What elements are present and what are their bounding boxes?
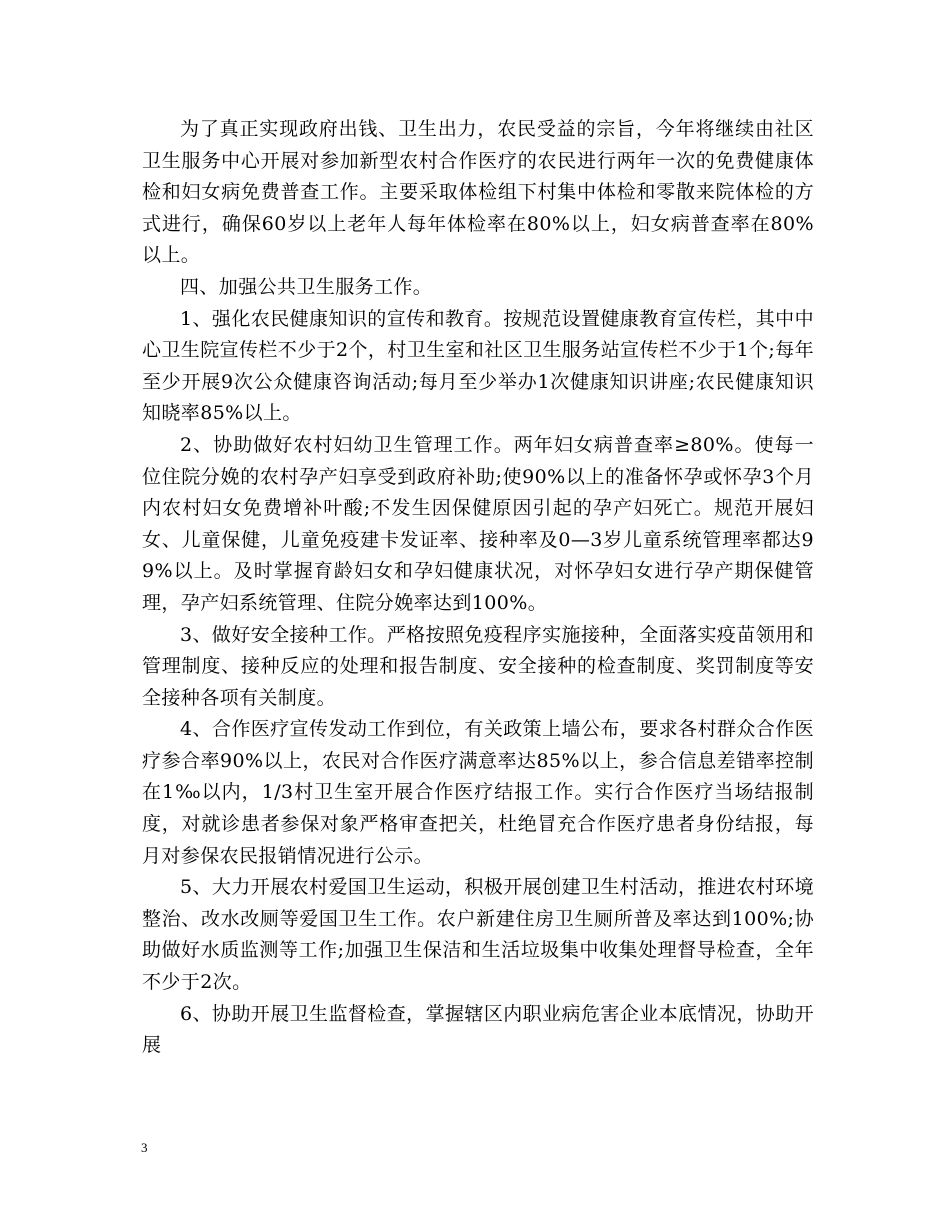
document-body: [142, 114, 814, 1062]
paragraph-item-1: 1、强化农民健康知识的宣传和教育。按规范设置健康教育宣传栏，其中中心卫生院宣传栏不少于2个，村卫生室和社区卫生服务站宣传栏不少于1个;每年至少开展9次公众健康咨询活动;每月至少举办1次健康知识讲座;农民健康知识知晓率85%以上。: [142, 307, 814, 425]
paragraph-item-6: 6、协助开展卫生监督检查，掌握辖区内职业病危害企业本底情况，协助开展: [142, 1002, 814, 1057]
paragraph-item-5: 5、大力开展农村爱国卫生运动，积极开展创建卫生村活动，推进农村环境整治、改水改厕等爱国卫生工作。农户新建住房卫生厕所普及率达到100%;协助做好水质监测等工作;加强卫生保洁和生活垃圾集中收集处理督导检查，全年不少于2次。: [142, 876, 814, 994]
paragraph-item-2: 2、协助做好农村妇幼卫生管理工作。两年妇女病普查率≥80%。使每一位住院分娩的农村孕产妇享受到政府补助;使90%以上的准备怀孕或怀孕3个月内农村妇女免费增补叶酸;不发生因保健原因引起的孕产妇死亡。规范开展妇女、儿童保健，儿童免疫建卡发证率、接种率及0—3岁儿童系统管理率都达99%以上。及时掌握育龄妇女和孕妇健康状况，对怀孕妇女进行孕产期保健管理，孕产妇系统管理、住院分娩率达到100%。: [142, 433, 814, 614]
paragraph-item-3: 3、做好安全接种工作。严格按照免疫程序实施接种，全面落实疫苗领用和管理制度、接种反应的处理和报告制度、安全接种的检查制度、奖罚制度等安全接种各项有关制度。: [142, 623, 814, 709]
section-heading-public-health: 四、加强公共卫生服务工作。: [180, 275, 433, 298]
paragraph-item-4: 4、合作医疗宣传发动工作到位，有关政策上墙公布，要求各村群众合作医疗参合率90%以上，农民对合作医疗满意率达85%以上，参合信息差错率控制在1‰以内，1/3村卫生室开展合作医疗结报工作。实行合作医疗当场结报制度，对就诊患者参保对象严格审查把关，杜绝冒充合作医疗患者身份结报，每月对参保农民报销情况进行公示。: [142, 718, 814, 867]
paragraph-intro: 为了真正实现政府出钱、卫生出力，农民受益的宗旨，今年将继续由社区卫生服务中心开展对参加新型农村合作医疗的农民进行两年一次的免费健康体检和妇女病免费普查工作。主要采取体检组下村集中体检和零散来院体检的方式进行，确保60岁以上老年人每年体检率在80%以上，妇女病普查率在80%以上。: [142, 118, 814, 267]
page-number: 3: [141, 1140, 148, 1155]
